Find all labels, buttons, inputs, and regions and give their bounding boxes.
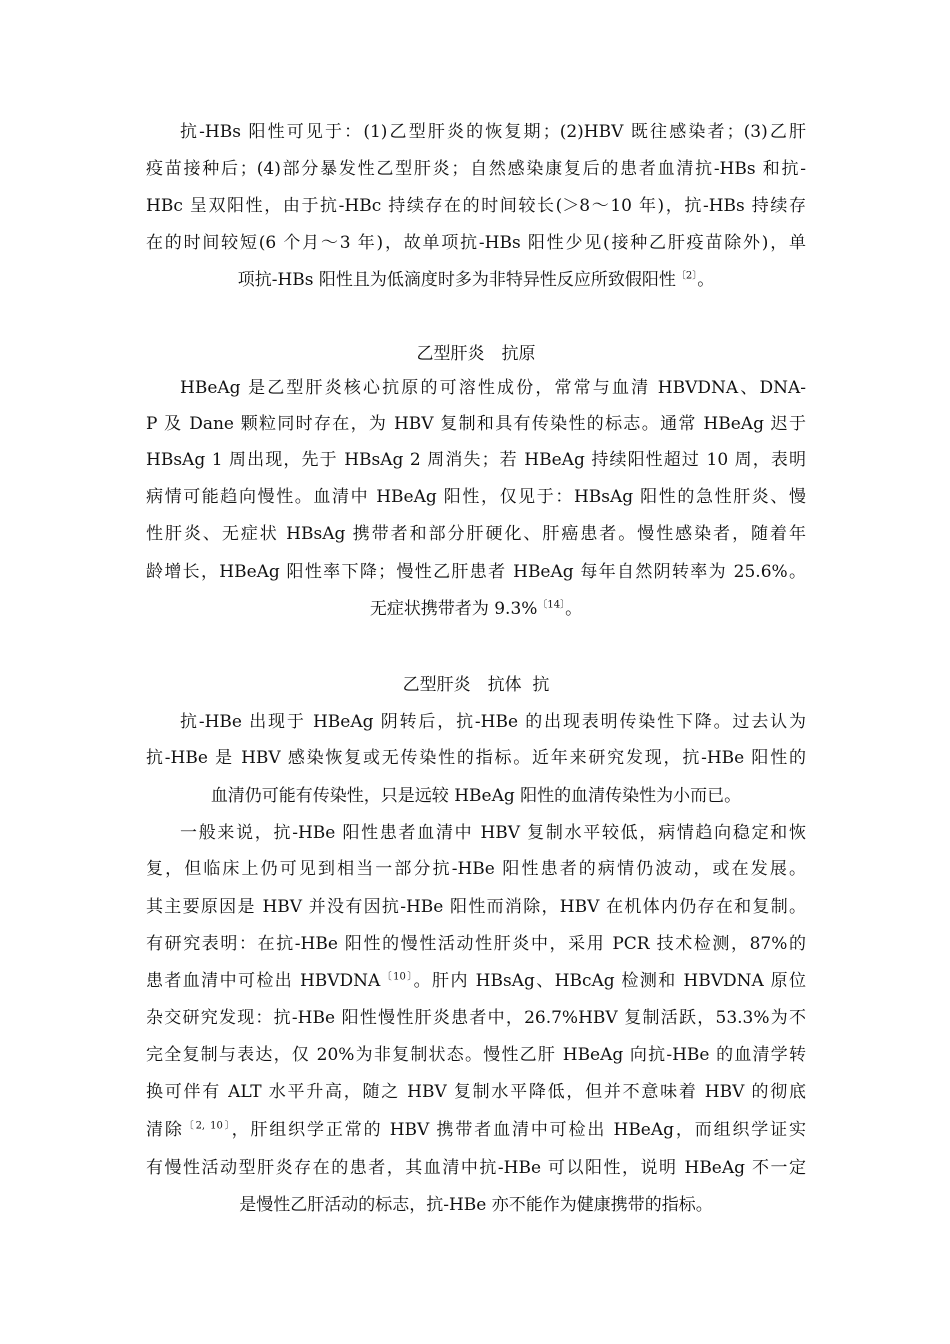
s3-p2-line-2: 复，但临床上仍可见到相当一部分抗-HBe 阳性患者的病情仍波动，或在发展。 — [146, 859, 806, 879]
s3-p2-line-3: 其主要原因是 HBV 并没有因抗-HBe 阳性而消除，HBV 在机体内仍存在和复制。 — [146, 897, 806, 917]
s1-last-tail: 。 — [697, 270, 715, 290]
s3-p1-line-1: 抗-HBe 出现于 HBeAg 阴转后，抗-HBe 的出现表明传染性下降。过去认为 — [180, 712, 806, 732]
s3-p2-line-1: 一般来说，抗-HBe 阳性患者血清中 HBV 复制水平较低，病情趋向稳定和恢 — [180, 823, 806, 843]
s3-p1-line-2: 抗-HBe 是 HBV 感染恢复或无传染性的指标。近年来研究发现，抗-HBe 阳性的 — [146, 748, 806, 768]
s2-line-6: 龄增长，HBeAg 阳性率下降；慢性乙肝患者 HBeAg 每年自然阴转率为 25.6%。 — [146, 562, 806, 582]
s3-citation-2-10: 〔2, 10〕 — [183, 1120, 232, 1132]
s3-p2-line-10: 有慢性活动型肝炎存在的患者，其血清中抗-HBe 可以阳性，说明 HBeAg 不一定 — [146, 1158, 806, 1178]
s1-line-1: 抗-HBs 阳性可见于：(1)乙型肝炎的恢复期；(2)HBV 既往感染者；(3)乙肝 — [180, 122, 806, 142]
s3-p2-line-6: 杂交研究发现：抗-HBe 阳性慢性肝炎患者中，26.7%HBV 复制活跃，53.3%为不 — [146, 1008, 806, 1028]
s1-line-4: 在的时间较短(6 个月～3 年)，故单项抗-HBs 阳性少见(接种乙肝疫苗除外)，单 — [146, 233, 806, 253]
s1-last-text: 项抗-HBs 阳性且为低滴度时多为非特异性反应所致假阳性 — [237, 270, 676, 290]
s3-heading: 乙型肝炎 抗体 抗 — [402, 675, 550, 695]
s2-last-tail: 。 — [565, 599, 583, 619]
s2-last-line — [146, 597, 806, 621]
s2-heading: 乙型肝炎 抗原 — [416, 344, 536, 364]
s1-citation: 〔2〕 — [675, 270, 698, 282]
s1-line-2: 疫苗接种后；(4)部分暴发性乙型肝炎；自然感染康复后的患者血清抗-HBs 和抗- — [146, 159, 806, 179]
s2-line-3: HBsAg 1 周出现，先于 HBsAg 2 周消失；若 HBeAg 持续阳性超过 10 周，表明 — [146, 450, 806, 470]
s3-p2-line-9 — [146, 1118, 806, 1142]
s1-line-3: HBc 呈双阳性，由于抗-HBc 持续存在的时间较长(＞8～10 年)，抗-HBs 持续存 — [146, 196, 806, 216]
s3-p2-last-line: 是慢性乙肝活动的标志，抗-HBe 亦不能作为健康携带的指标。 — [239, 1195, 713, 1215]
s2-line-2: P 及 Dane 颗粒同时存在，为 HBV 复制和具有传染性的标志。通常 HBeAg 迟于 — [146, 414, 806, 434]
s3-p1-last-line: 血清仍可能有传染性，只是远较 HBeAg 阳性的血清传染性为小而已。 — [210, 786, 742, 806]
s3-citation-10: 〔10〕 — [380, 971, 414, 983]
s3-p2-line-5 — [146, 969, 806, 993]
s1-last-line — [146, 268, 806, 292]
s3-p2-line-4: 有研究表明：在抗-HBe 阳性的慢性活动性肝炎中，采用 PCR 技术检测，87%的 — [146, 934, 806, 954]
s3-p2-line-8: 换可伴有 ALT 水平升高，随之 HBV 复制水平降低，但并不意味着 HBV 的彻底 — [146, 1082, 806, 1102]
s2-line-5: 性肝炎、无症状 HBsAg 携带者和部分肝硬化、肝癌患者。慢性感染者，随着年 — [146, 524, 806, 544]
s3-p2-line-9-b: ，肝组织学正常的 HBV 携带者血清中可检出 HBeAg，而组织学证实 — [231, 1120, 807, 1140]
s2-line-1: HBeAg 是乙型肝炎核心抗原的可溶性成份，常常与血清 HBVDNA、DNA- — [180, 378, 806, 398]
s3-p2-line-5-a: 患者血清中可检出 HBVDNA — [146, 971, 381, 991]
s2-last-text: 无症状携带者为 9.3% — [369, 599, 538, 619]
s2-line-4: 病情可能趋向慢性。血清中 HBeAg 阳性，仅见于：HBsAg 阳性的急性肝炎、慢 — [146, 487, 806, 507]
s3-p2-line-5-b: 。肝内 HBsAg、HBcAg 检测和 HBVDNA 原位 — [413, 971, 806, 991]
s2-citation: 〔14〕 — [537, 599, 566, 611]
s3-p2-line-9-a: 清除 — [146, 1120, 184, 1140]
s3-p2-line-7: 完全复制与表达，仅 20%为非复制状态。慢性乙肝 HBeAg 向抗-HBe 的血清学转 — [146, 1045, 806, 1065]
